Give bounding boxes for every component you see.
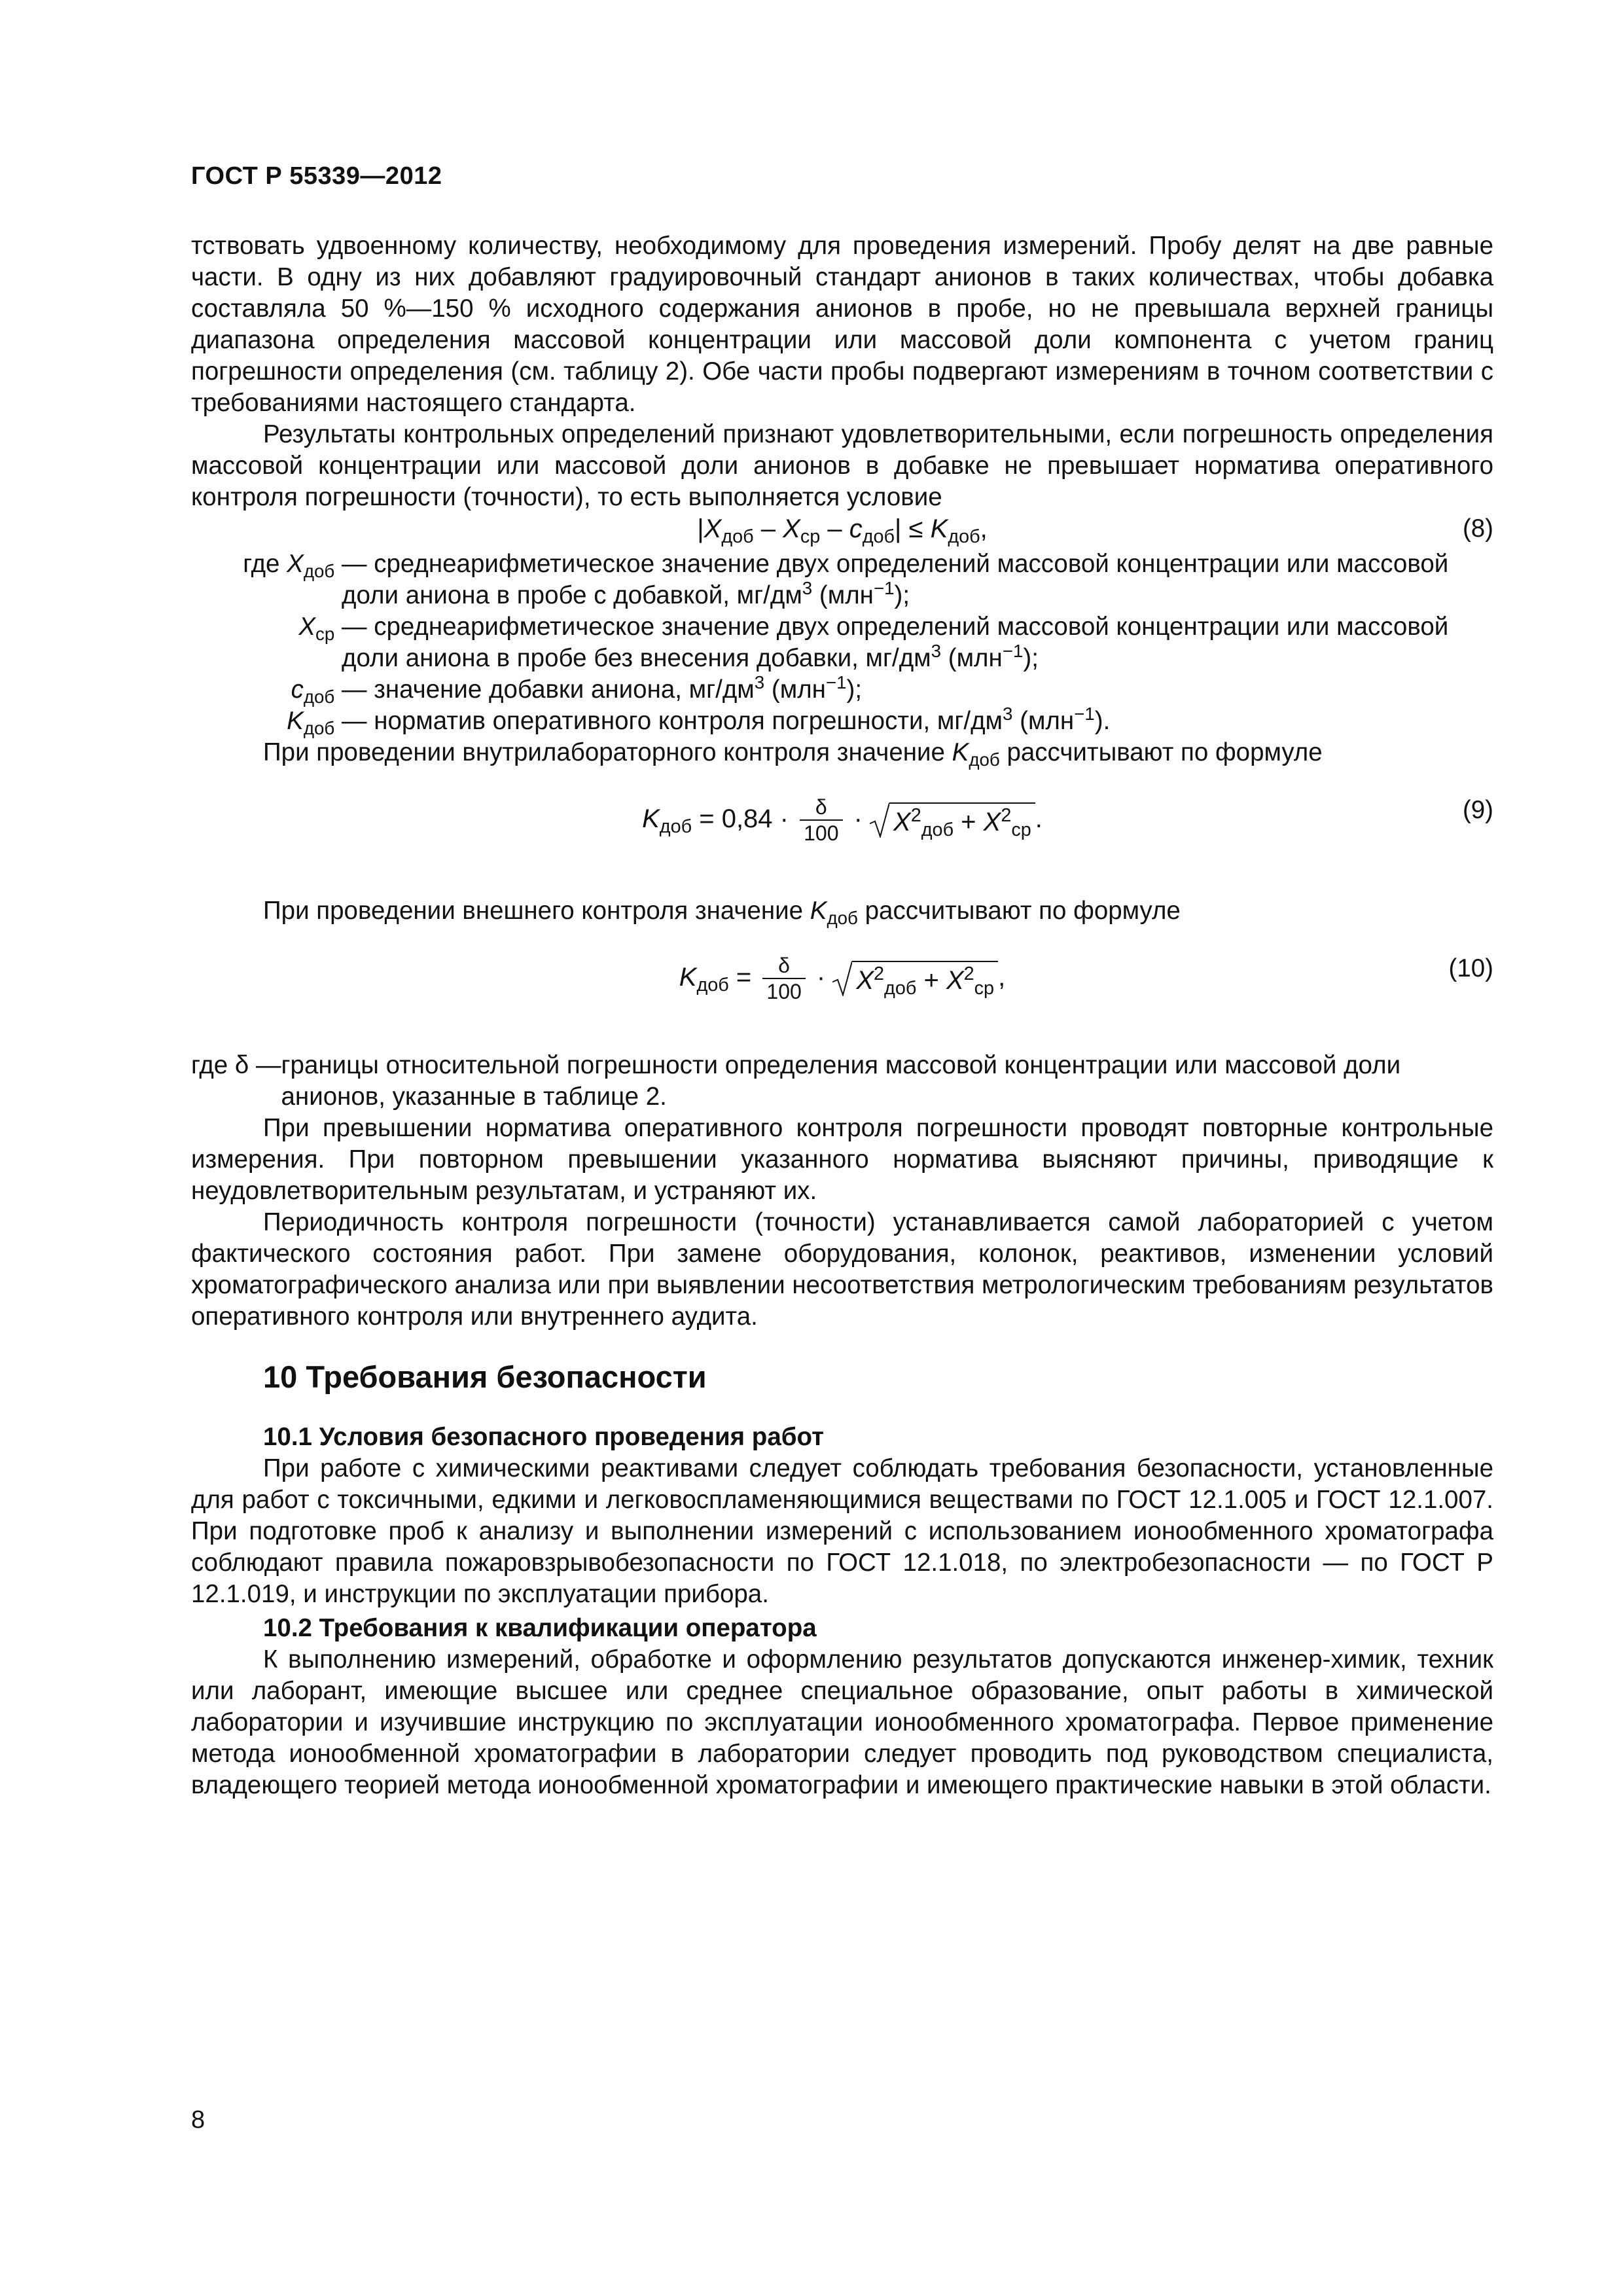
subsection-heading: 10.2 Требования к квалификации оператора (263, 1614, 817, 1642)
page-number: 8 (191, 2106, 205, 2134)
fraction: $\frac{\delta}{100}$ (762, 953, 805, 1004)
delta-definition: где δ — границы относительной погрешности определения массовой концентрации или массовой доли анионов, указанные в таблице 2. (191, 1051, 1401, 1111)
square-root: $X^2_{доб} + X^2_{ср}$ (870, 802, 1035, 838)
variable-definition: $K_{доб}$ — норматив оперативного контроля погрешности, $мг/дм^3$ (млн$^{-1}$). (287, 704, 1111, 738)
formula-expression: $|X_{доб} - X_{ср} - c_{доб}| \le K_{доб}$, (697, 514, 988, 547)
paragraph: При проведении внутрилабораторного контроля значение $K_{доб}$ рассчитывают по формуле (263, 738, 1323, 770)
paragraph: Периодичность контроля погрешности (точности) устанавливается самой лабораторией с учетом фактического состояния работ. При замене оборудования, колонок, реактивов, изменении условий хроматографического анализа или при выявлении несоответствия метрологическим требованиям результатов оперативного контроля или внутреннего аудита. (191, 1208, 1493, 1331)
section-heading: 10 Требования безопасности (263, 1359, 707, 1394)
formula-10 (191, 953, 1493, 1025)
formula-expression: $K_{доб} = 0,84$ · $\frac{\delta}{100}$ · $X^2_{доб} + X^2_{ср}$ . (642, 795, 1043, 845)
subsection-heading: 10.1 Условия безопасного проведения работ (263, 1423, 824, 1451)
fraction: $\frac{\delta}{100}$ (800, 795, 842, 846)
formula-8 (191, 513, 1493, 548)
paragraph: Результаты контрольных определений признают удовлетворительными, если погрешность определения массовой концентрации или массовой доли анионов в добавке не превышает норматива оперативного контроля погрешности (точности), то есть выполняется условие (191, 420, 1493, 511)
document-body (191, 230, 1493, 1801)
paragraph: При работе с химическими реактивами следует соблюдать требования безопасности, установленные для работ с токсичными, едкими и легковоспламеняющимися веществами по ГОСТ 12.1.005 и ГОСТ 12.1.007. При подготовке проб к анализу и выполнении измерений с использованием ионообменного хроматографа соблюдают правила пожаровзрывобезопасности по ГОСТ 12.1.018, по электробезопасности — по ГОСТ Р 12.1.019, и инструкции по эксплуатации прибора. (191, 1454, 1493, 1608)
variable-definition: где $X_{доб}$ — среднеарифметическое значение двух определений массовой концентрации или массовой доли аниона в пробе с добавкой, $мг/дм^3$ (млн$^{-1}$); (243, 550, 1449, 609)
paragraph: К выполнению измерений, обработке и оформлению результатов допускаются инженер-химик, техник или лаборант, имеющие высшее или среднее специальное образование, опыт работы в химической лаборатории и изучившие инструкцию по эксплуатации ионообменного хроматографа. Первое применение метода ионообменной хроматографии в лаборатории следует проводить под руководством специалиста, владеющего теорией метода ионообменной хроматографии и имеющего практические навыки в этой области. (191, 1645, 1493, 1799)
formula-expression: $K_{доб}$ = $\frac{\delta}{100}$ · $X^2_{доб} + X^2_{ср}$ , (679, 954, 1006, 1003)
paragraph: При превышении норматива оперативного контроля погрешности проводят повторные контрольные измерения. При повторном превышении указанного норматива выясняют причины, приводящие к неудовлетворительным результатам, и устраняют их. (191, 1114, 1493, 1205)
square-root: $X^2_{доб} + X^2_{ср}$ (832, 961, 998, 996)
formula-number: (9) (1462, 796, 1493, 824)
formula-number: (8) (1462, 514, 1493, 543)
formula-9 (191, 795, 1493, 867)
formula-number: (10) (1448, 954, 1493, 982)
document-header: ГОСТ Р 55339—2012 (191, 162, 442, 190)
variable-definition: $c_{доб}$ — значение добавки аниона, $мг/дм^3$ (млн$^{-1}$); (291, 672, 863, 707)
variable-definition: $X_{ср}$ — среднеарифметическое значение двух определений массовой концентрации или массовой доли аниона в пробе без внесения добавки, $мг/дм^3$ (млн$^{-1}$); (298, 613, 1449, 672)
paragraph: При проведении внешнего контроля значение $K_{доб}$ рассчитывают по формуле (263, 897, 1181, 928)
paragraph: тствовать удвоенному количеству, необходимому для проведения измерений. Пробу делят на две равные части. В одну из них добавляют градуировочный стандарт анионов в таких количествах, чтобы добавка составляла 50 %—150 % исходного содержания анионов в пробе, но не превышала верхней границы диапазона определения массовой концентрации или массовой доли компонента с учетом границ погрешности определения (см. таблицу 2). Обе части пробы подвергают измерениям в точном соответствии с требованиями настоящего стандарта. (191, 232, 1493, 417)
